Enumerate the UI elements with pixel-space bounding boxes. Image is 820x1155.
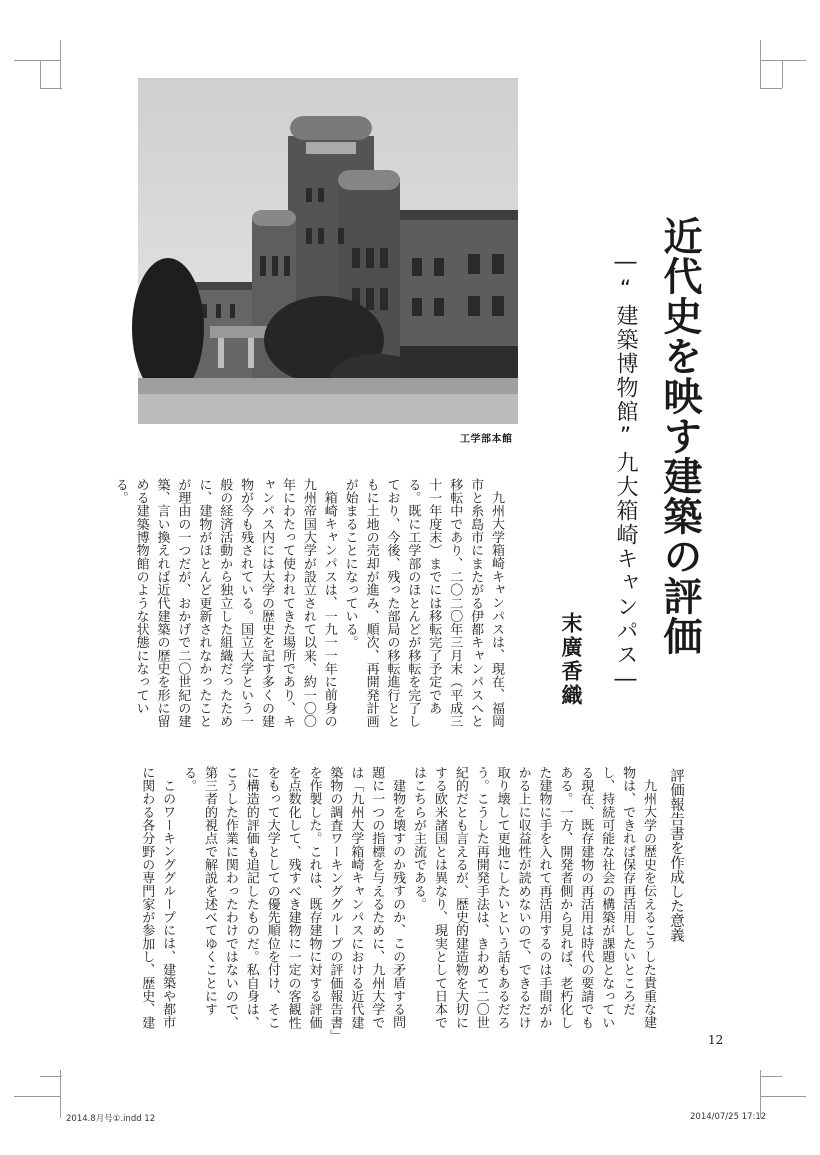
crop-mark-top-left-h [14, 60, 60, 61]
paragraph: 建物を壊すのか残すのか、この矛盾する問題に一つの指標を与えるために、九州大学では「九州大学箱崎キャンパスにおける近代建築物の調査ワーキンググループの評価報告書」を作製した。これは、既存建物に対する評価を点数化して、残すべき建物に一定の客観性をもって大学としての優先順位を付け、そこに構造的評価も追記したものだ。私自身は、こうした作業に関わったわけではないので、第三者的視点で解説を述べてゆくことにする。 [181, 766, 406, 1036]
paragraph: このワーキンググループには、建築や都市に関わる各分野の専門家が参加し、歴史、建 [139, 766, 176, 1029]
paragraph: 箱崎キャンパスは、一九一一年に前身の九州帝国大学が設立されて以来、約一〇〇年にわたって使われてきた場所であり、キャンパス内には大学の歴史を記す多くの建物が今も残されている。国立大学という一般の経済活動から独立した組織だったために、建物がほとんど更新されなかったことが理由の一つだが、おかげで二〇世紀の建築、言い換えれば近代建築の歴史を形に留める建築博物館のような状態になっている。 [112, 478, 337, 728]
crop-mark-top-right-v [760, 40, 761, 88]
crop-mark-bottom-left-h [14, 1096, 60, 1097]
crop-mark-top-left-v [60, 40, 61, 88]
crop-mark-bottom-left-v [60, 1070, 61, 1118]
article-title: 近代史を映す建築の評価 [657, 216, 702, 656]
crop-mark-bottom-right-v [760, 1070, 761, 1118]
crop-mark-bottom-left-h2 [40, 1076, 62, 1077]
paragraph: 九州大学の歴史を伝えるこうした貴重な建物は、できれば保存再活用したいところだし、持続可能な社会の構築が課題となっている現在、既存建物の再活用は時代の要請でもある。一方、開発者側から見れば、老朽化した建物に手を入れて再活用するのは手間がかかる上に収益性が読めないので、できるだけ取り壊して更地にしたいという話もあるだろう。こうした再開発手法は、きわめて二〇世紀的だとも言えるが、歴史的建造物を大切にする欧米諸国とは異なり、現実として日本ではこちらが主流である。 [411, 766, 656, 1029]
crop-mark-top-right-h [760, 60, 806, 61]
slug-file-name: 2014.8月号①.indd 12 [66, 1114, 156, 1124]
crop-mark-top-left-h2 [40, 88, 62, 89]
paragraph: 九州大学箱崎キャンパスは、現在、福岡市と糸島市にまたがる伊都キャンパスへと移転中であり、二〇二〇年三月末（平成三十一年度末）までには移転完了予定である。既に工学部のほとんどが移転を完了しており、今後、残った部局の移転進行とともに土地の売却が進み、順次、再開発計画が始まることになっている。 [342, 478, 504, 728]
crop-mark-bottom-right-h [760, 1096, 806, 1097]
page-number: 12 [708, 1033, 724, 1047]
author-name: 末廣香織 [559, 612, 583, 708]
crop-mark-top-right-h2 [760, 88, 782, 89]
crop-mark-top-left-v2 [40, 60, 41, 88]
section-heading: 評価報告書を作成した意義 [668, 768, 684, 942]
photo-caption: 工学部本館 [460, 434, 513, 445]
crop-mark-bottom-right-h2 [760, 1076, 782, 1077]
body-text-lower [136, 766, 658, 1036]
building-photo [138, 78, 518, 424]
crop-mark-top-right-v2 [782, 60, 783, 88]
body-text-upper [112, 478, 506, 740]
slug-timestamp: 2014/07/25 17:12 [690, 1112, 767, 1122]
article-subtitle: ―“建築博物館”九大箱崎キャンパス― [613, 250, 638, 694]
